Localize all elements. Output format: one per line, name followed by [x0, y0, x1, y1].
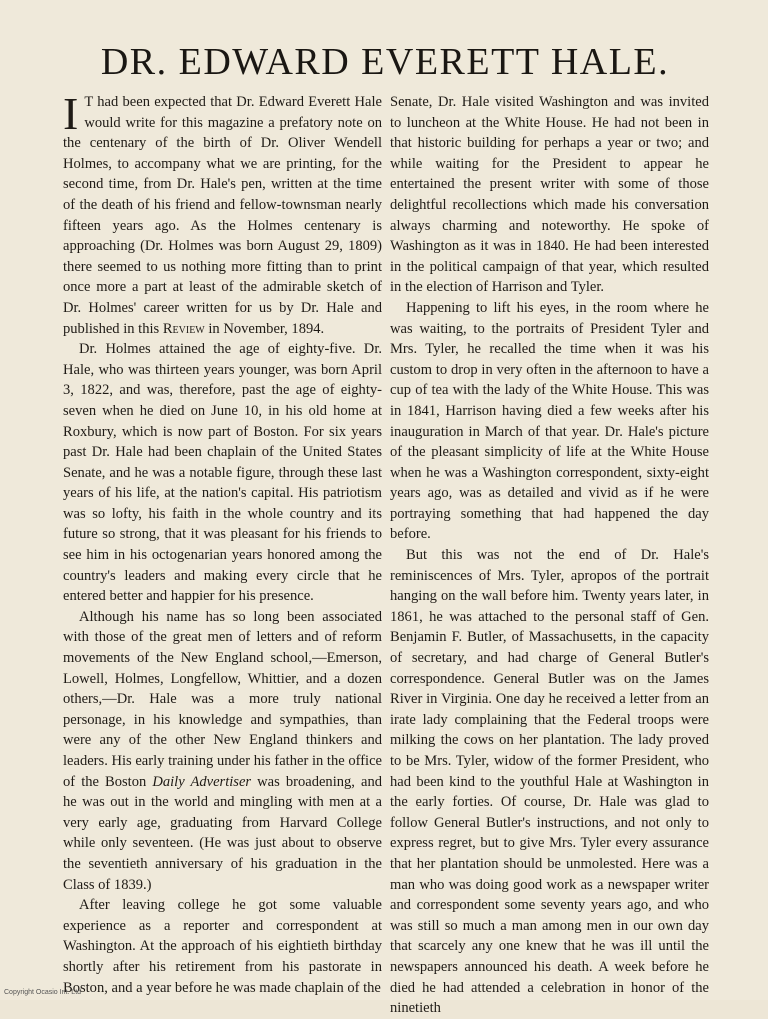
paragraph-2: Dr. Holmes attained the age of eighty-five. Dr. Hale, who was thirteen years younger, was born April 3, 1822, and was, therefore, past the age of eighty-seven when he died on June 10, in his old home at Roxbury, which is now part of Boston. For six years past Dr. Hale had been chaplain of the United States Senate, and he was a notable figure, through these last years of his life, at the nation's capital. His patriotism was so lofty, his faith in the whole country and its future so strong, that it was pleasant for his friends to see him in his octogenarian years honored among the country's leaders and making every circle that he entered better and happier for his presence.	[63, 341, 382, 605]
paragraph-5: Senate, Dr. Hale visited Washington and was invited to luncheon at the White House. He had not been in that historic building for perhaps a year or two; and while waiting for the President to appear he entertained the present writer with some of those delightful recollections which made his conversation always charming and noteworthy. He spoke of Washington as it was in 1840. He had been interested in the political campaign of that year, which resulted in the election of Harrison and Tyler.	[390, 94, 709, 296]
paragraph-7: But this was not the end of Dr. Hale's reminiscences of Mrs. Tyler, apropos of the portrait hanging on the wall before him. Twenty years later, in 1861, he was attached to the personal staff of Gen. Benjamin F. Butler, of Massachusetts, in the capacity of secretary, and had charge of General Butler's correspondence. General Butler was on the James River in Virginia. One day he received a letter from an irate lady complaining that the Federal troops were milking the cows on her plantation. The lady proved to be Mrs. Tyler, widow of the former President, who had been kind to the youthful Hale at Washington in the early forties. Of course, Dr. Hale was glad to follow General Butler's instructions, and not only to express regret, but to give Mrs. Tyler every assurance that her plantation should be unmolested. Here was a man who was doing good work as a newspaper writer and correspondent some seventy years ago, and who was still so much a man among men in our own day that scarcely any one knew that he was ill until the newspapers announced his death. A week before he died he had attended a celebration in honor of the ninetieth	[390, 547, 709, 1017]
review-name: Review	[162, 320, 205, 337]
paragraph-1-end: in November, 1894.	[208, 320, 325, 337]
right-column	[390, 92, 709, 1017]
paragraph-3-end: was broadening, and he was out in the world and mingling with men at a very early age, graduating from Harvard College while only seventeen. (He was just about to observe the seventieth anniversary of his graduation in the Class of 1839.)	[63, 773, 383, 893]
copyright-watermark: Copyright Ocasio Int. Ltd	[4, 989, 82, 996]
article-title: DR. EDWARD EVERETT HALE.	[100, 41, 670, 83]
paragraph-1-text: T had been expected that Dr. Edward Everett Hale would write for this magazine a prefatory note on the centenary of the birth of Dr. Oliver Wendell Holmes, to accompany what we are printing, for the second time, from Dr. Hale's pen, written at the time of the death of his friend and fellow-townsman nearly fifteen years ago. As the Holmes centenary is approaching (Dr. Holmes was born August 29, 1809) there seemed to us nothing more fitting than to print once more a part at least of the admirable sketch of Dr. Holmes' career written for us by Dr. Hale and published in this	[63, 94, 382, 337]
paragraph-3-start: Although his name has so long been associated with those of the great men of letters and of reform movements of the New England school,—Emerson, Lowell, Holmes, Longfellow, Whittier, and a dozen others,—Dr. Hale was a more truly national personage, in his knowledge and sympathies, than were any of the other New England thinkers and leaders. His early training under his father in the office of the Boston	[63, 608, 382, 790]
newspaper-name: Daily Advertiser	[152, 773, 252, 790]
drop-cap: I	[63, 88, 79, 139]
paragraph-3	[63, 607, 382, 895]
paragraph-4: After leaving college he got some valuable experience as a reporter and correspondent at Washington. At the approach of his eightieth birthday shortly after his retirement from his pastorate in Boston, and a year before he was made chaplain of the	[63, 897, 382, 996]
paragraph-1	[63, 88, 382, 339]
left-column	[63, 88, 383, 996]
paragraph-6: Happening to lift his eyes, in the room where he was waiting, to the portraits of President Tyler and Mrs. Tyler, he recalled the time when it was his custom to drop in very often in the afternoon to have a cup of tea with the lady of the White House. This was in 1841, Harrison having died a few weeks after his inauguration in March of that year. Dr. Hale's picture of the pleasant simplicity of life at the White House when he was a Washington correspondent, sixty-eight years ago, was as detailed and vivid as if he were portraying something that had happened the day before.	[390, 299, 709, 543]
